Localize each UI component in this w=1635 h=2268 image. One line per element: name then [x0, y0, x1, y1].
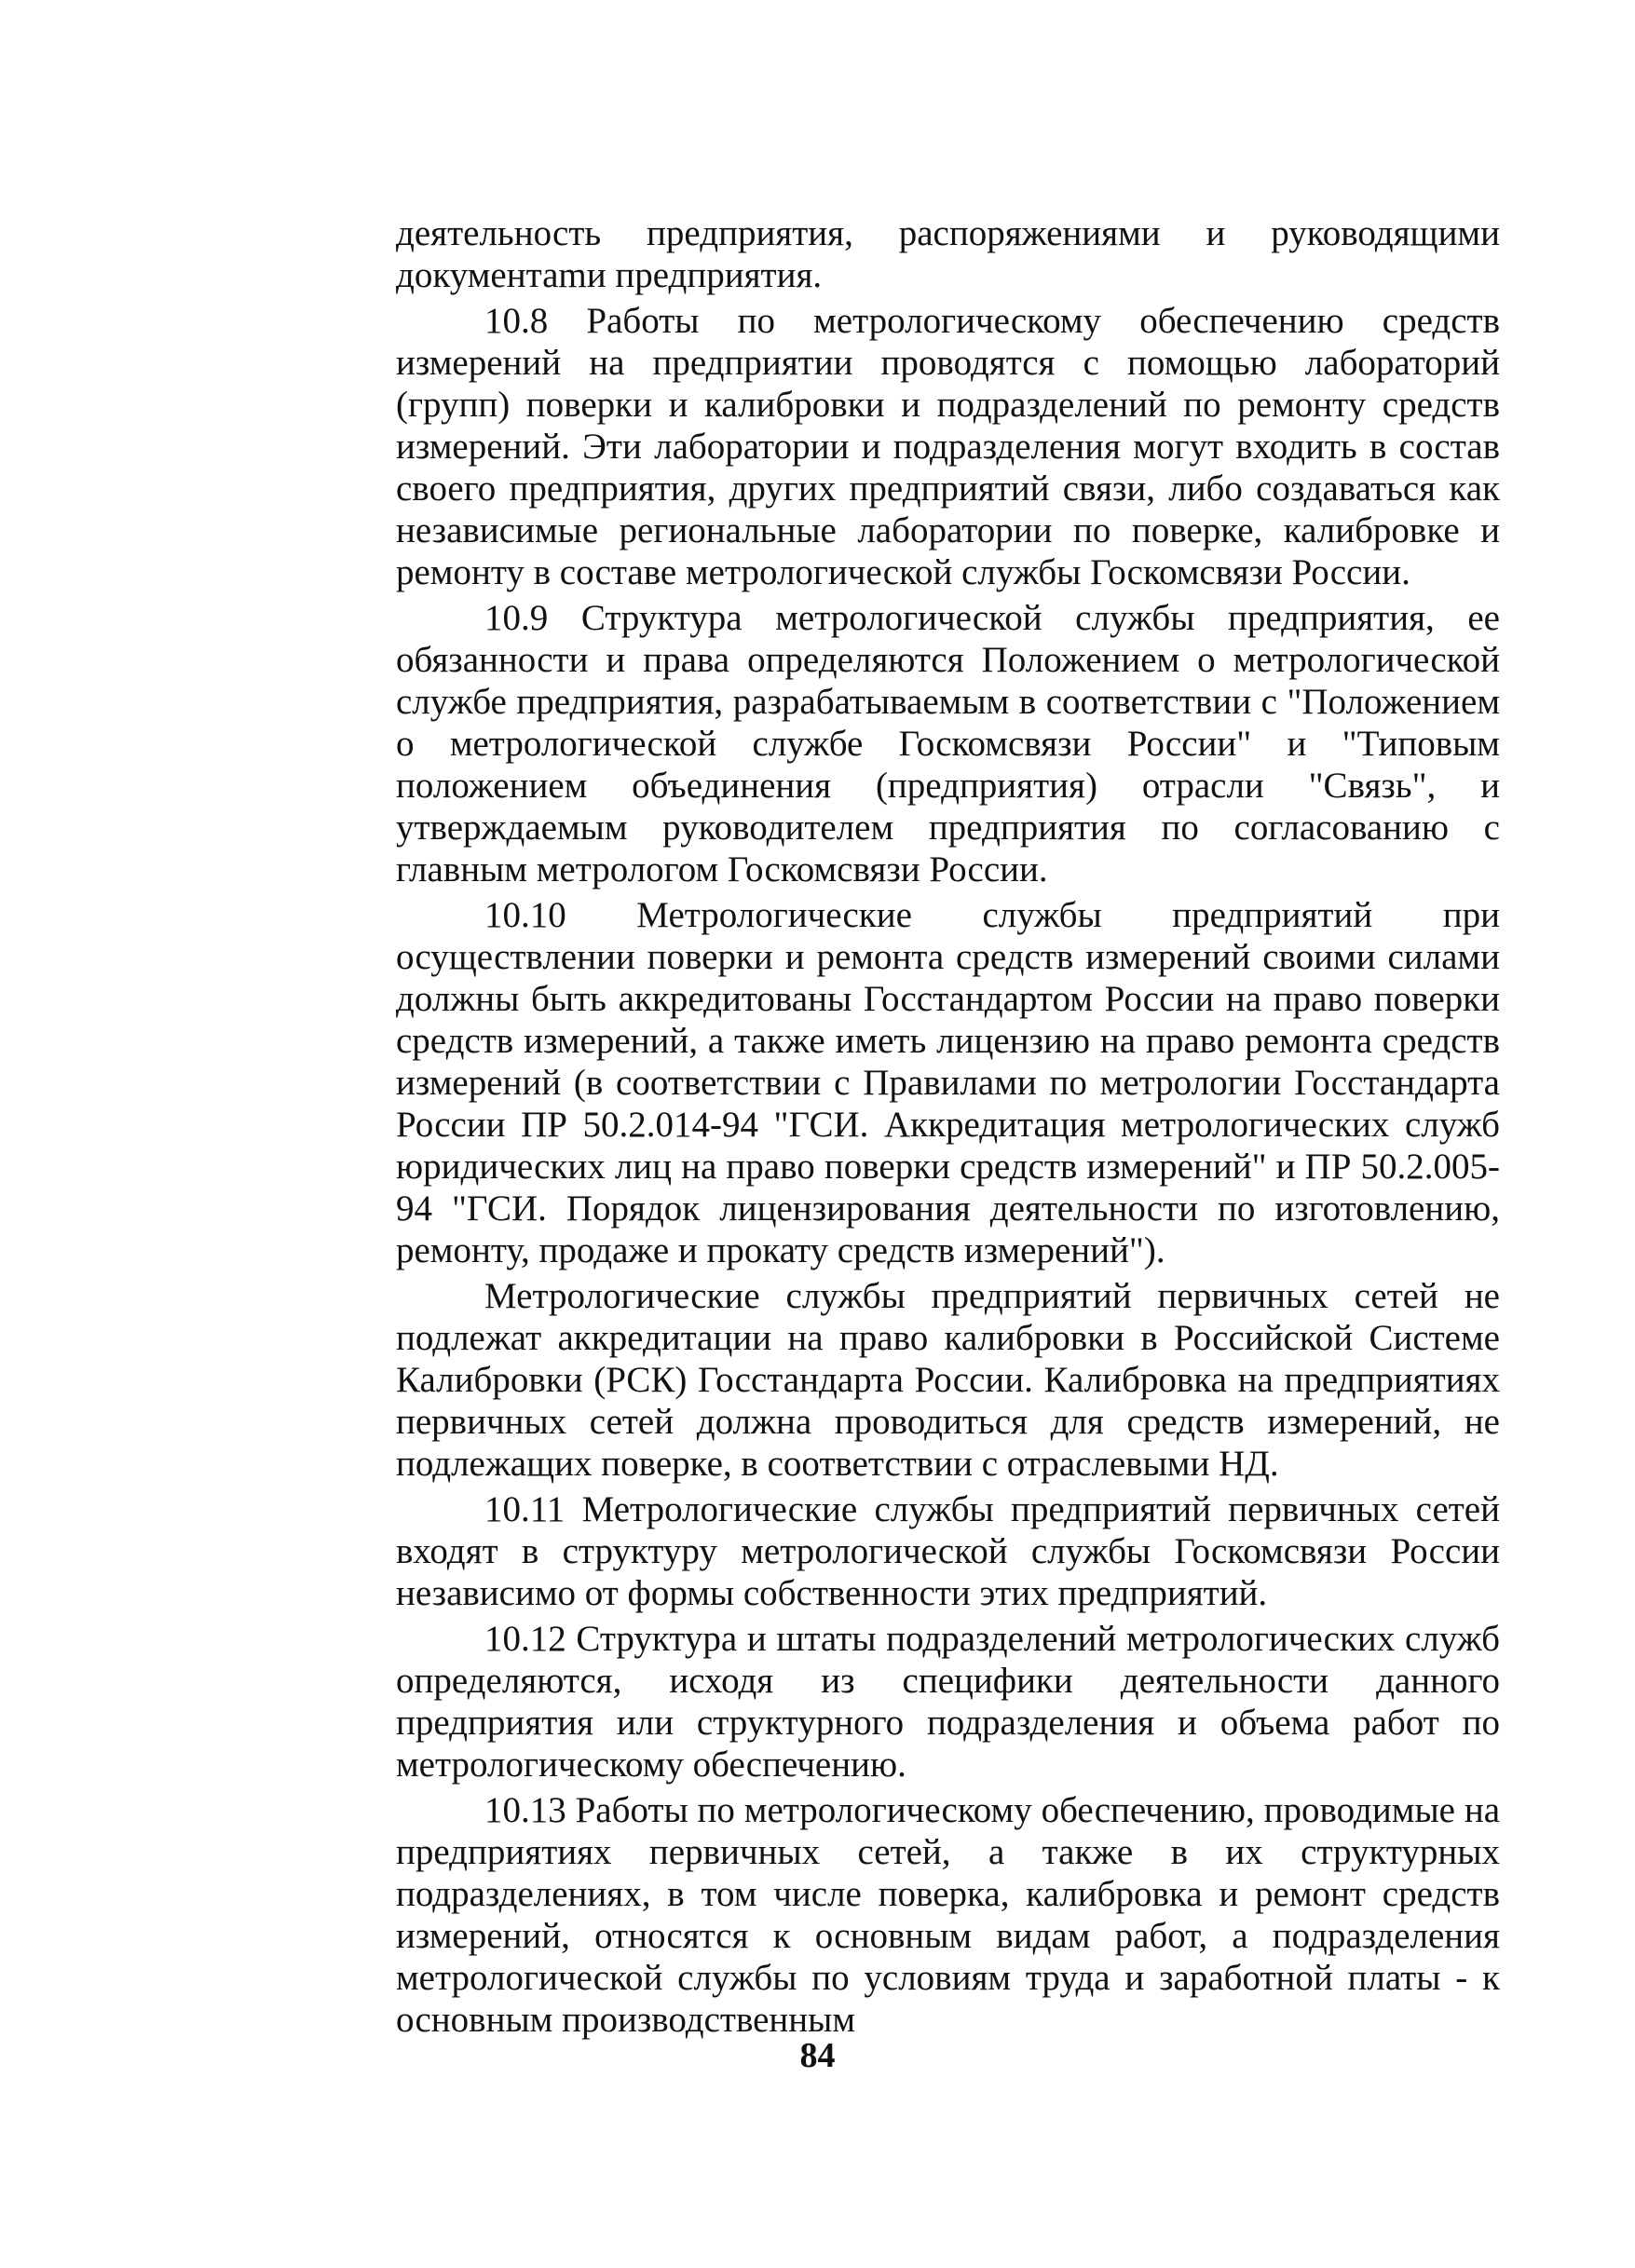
- paragraph-10-10-continued: Метрологические службы предприятий первичных сетей не подлежат аккредитации на право калибровки в Российской Системе Калибровки (РСК) Госстандарта России. Калибровка на предприятиях первичных сетей должна проводиться для средств измерений, не подлежащих поверке, в соответствии с отраслевыми НД.: [396, 1276, 1500, 1484]
- paragraph-continuation: деятельность предприятия, распоряжениями и руководящими документаmи предприятия.: [396, 213, 1500, 295]
- document-body: [396, 212, 1500, 2044]
- paragraph-10-8: 10.8 Работы по метрологическому обеспечению средств измерений на предприятии проводятся с помощью лабораторий (групп) поверки и калибровки и подразделений по ремонту средств измерений. Эти лаборатории и подразделения могут входить в состав своего предприятия, других предприятий связи, либо создаваться как независимые региональные лаборатории по поверке, калибровке и ремонту в составе метрологической службы Госкомсвязи России.: [396, 301, 1500, 592]
- paragraph-10-10: 10.10 Метрологические службы предприятий при осуществлении поверки и ремонта средств измерений своими силами должны быть аккредитованы Госстандартом России на право поверки средств измерений, а также иметь лицензию на право ремонта средств измерений (в соответствии с Правилами по метрологии Госстандарта России ПР 50.2.014-94 "ГСИ. Аккредитация метрологических служб юридических лиц на право поверки средств измерений" и ПР 50.2.005-94 "ГСИ. Порядок лицензирования деятельности по изготовлению, ремонту, продаже и прокату средств измерений").: [396, 895, 1500, 1270]
- paragraph-10-9: 10.9 Структура метрологической службы предприятия, ее обязанности и права определяются Положением о метрологической службе предприятия, разрабатываемым в соответствии с "Положением о метрологической службе Госкомсвязи России" и "Типовым положением объединения (предприятия) отрасли "Связь", и утверждаемым руководителем предприятия по согласованию с главным метрологом Госкомсвязи России.: [396, 598, 1500, 890]
- page-number: 84: [799, 2036, 836, 2075]
- paragraph-10-11: 10.11 Метрологические службы предприятий первичных сетей входят в структуру метрологической службы Госкомсвязи России независимо от формы собственности этих предприятий.: [396, 1489, 1500, 1613]
- paragraph-10-13: 10.13 Работы по метрологическому обеспечению, проводимые на предприятиях первичных сетей, а также в их структурных подразделениях, в том числе поверка, калибровка и ремонт средств измерений, относятся к основным видам работ, а подразделения метрологической службы по условиям труда и заработной платы - к основным производственным: [396, 1790, 1500, 2040]
- paragraph-10-12: 10.12 Структура и штаты подразделений метрологических служб определяются, исходя из специфики деятельности данного предприятия или структурного подразделения и объема работ по метрологическому обеспечению.: [396, 1619, 1500, 1785]
